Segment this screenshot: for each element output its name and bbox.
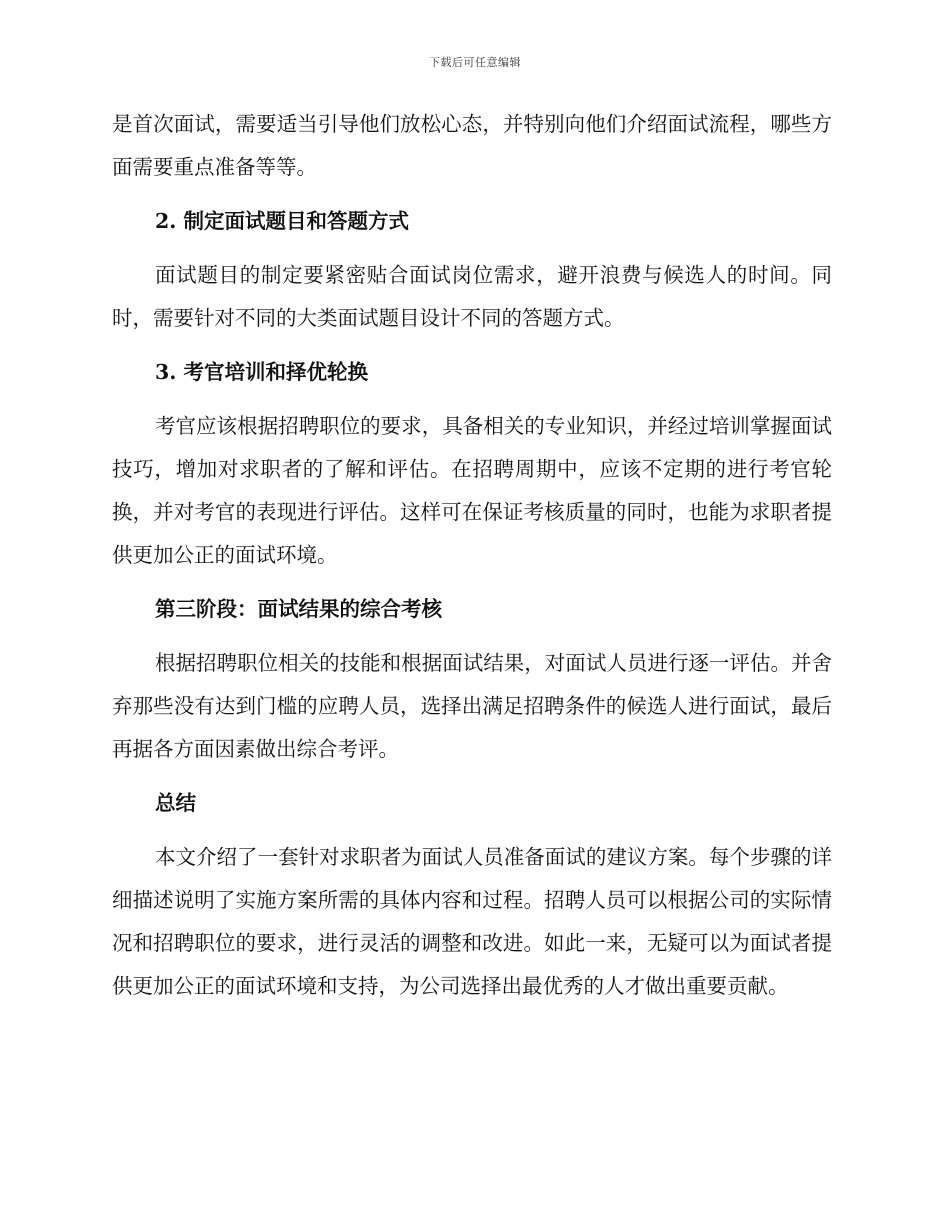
paragraph-continued: 是首次面试，需要适当引导他们放松心态，并特别向他们介绍面试流程，哪些方面需要重点准备等等。	[112, 112, 832, 179]
document-body	[112, 103, 832, 1008]
page-header-note: 下载后可任意编辑	[429, 56, 521, 69]
section-heading-3: 3. 考官培训和择优轮换	[155, 360, 369, 384]
paragraph-interview-questions: 面试题目的制定要紧密贴合面试岗位需求，避开浪费与候选人的时间。同时，需要针对不同的大类面试题目设计不同的答题方式。	[112, 263, 832, 330]
paragraph-examiner-training: 考官应该根据招聘职位的要求，具备相关的专业知识，并经过培训掌握面试技巧，增加对求职者的了解和评估。在招聘周期中，应该不定期的进行考官轮换，并对考官的表现进行评估。这样可在保证考核质量的同时，也能为求职者提供更加公正的面试环境。	[112, 414, 832, 567]
section-heading-summary: 总结	[155, 791, 196, 815]
section-heading-stage-3: 第三阶段：面试结果的综合考核	[155, 597, 442, 621]
paragraph-summary: 本文介绍了一套针对求职者为面试人员准备面试的建议方案。每个步骤的详细描述说明了实施方案所需的具体内容和过程。招聘人员可以根据公司的实际情况和招聘职位的要求，进行灵活的调整和改进。如此一来，无疑可以为面试者提供更加公正的面试环境和支持，为公司选择出最优秀的人才做出重要贡献。	[112, 845, 832, 998]
paragraph-result-assessment: 根据招聘职位相关的技能和根据面试结果，对面试人员进行逐一评估。并舍弃那些没有达到门槛的应聘人员，选择出满足招聘条件的候选人进行面试，最后再据各方面因素做出综合考评。	[112, 651, 832, 761]
section-heading-2: 2. 制定面试题目和答题方式	[155, 209, 410, 233]
